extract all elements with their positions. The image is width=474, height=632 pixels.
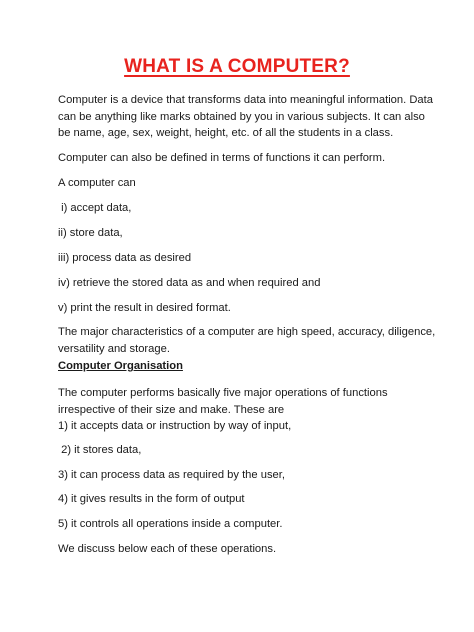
list-item: i) accept data, — [58, 202, 132, 214]
list-item: 1) it accepts data or instruction by way of input, — [58, 420, 292, 432]
list-item: 4) it gives results in the form of output — [58, 493, 245, 505]
page-title: WHAT IS A COMPUTER? — [124, 56, 350, 77]
paragraph-closing: We discuss below each of these operations. — [58, 543, 277, 555]
paragraph-functions: Computer can also be defined in terms of functions it can perform. — [58, 152, 386, 164]
list-item: 5) it controls all operations inside a computer. — [58, 518, 283, 530]
list-item: 2) it stores data, — [58, 444, 142, 456]
paragraph-intro-list: A computer can — [58, 177, 136, 189]
paragraph-characteristics: The major characteristics of a computer are high speed, accuracy, diligence, versatility and storage. — [58, 326, 436, 355]
list-item: v) print the result in desired format. — [58, 302, 231, 314]
section-heading: Computer Organisation — [58, 360, 183, 372]
list-item: iv) retrieve the stored data as and when required and — [58, 277, 321, 289]
list-item: 3) it can process data as required by the user, — [58, 469, 285, 481]
paragraph-definition: Computer is a device that transforms data into meaningful information. Data can be anything like marks obtained by you in various subjects. It can also be name, age, sex, weight, height, etc. of all the students in a class. — [58, 94, 433, 139]
paragraph-operations: The computer performs basically five major operations of functions irrespective of their size and make. These are — [58, 387, 388, 416]
list-item: ii) store data, — [58, 227, 123, 239]
list-item: iii) process data as desired — [58, 252, 192, 264]
